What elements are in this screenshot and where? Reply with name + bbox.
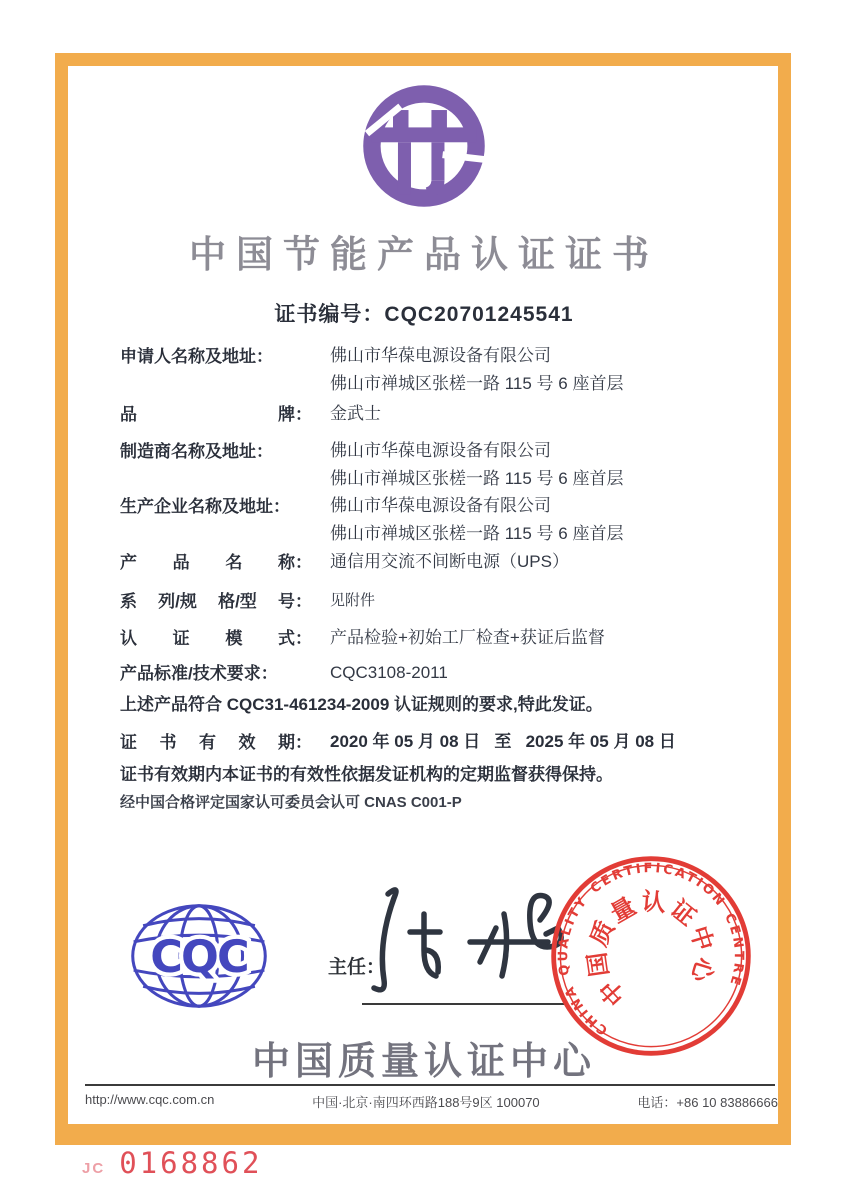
- validity-note: 证书有效期内本证书的有效性依据发证机构的定期监督获得保持。: [120, 765, 613, 784]
- serial-number: [82, 1146, 262, 1180]
- svg-text:CHINA QUALITY CERTIFICATION: [545, 850, 757, 1044]
- certificate-number-line: [0, 298, 848, 328]
- field-value: 佛山市华葆电源设备有限公司 佛山市禅城区张槎一路 115 号 6 座首层: [330, 346, 624, 393]
- energy-saving-logo-icon: [362, 84, 486, 208]
- signature-underline: [362, 1003, 564, 1005]
- field-row-series-model: [120, 587, 375, 613]
- field-label: 系 列/规 格/型 号：: [120, 592, 312, 611]
- serial-digits: 0168862: [119, 1146, 263, 1180]
- serial-prefix: JC: [82, 1160, 106, 1177]
- footer: [85, 1092, 778, 1111]
- certificate-number-value: CQC20701245541: [384, 303, 574, 326]
- director-label: 主任：: [328, 957, 386, 978]
- field-value: 佛山市华葆电源设备有限公司 佛山市禅城区张槎一路 115 号 6 座首层: [330, 441, 624, 488]
- cqc-globe-logo-icon: [128, 900, 270, 1012]
- issuer-name: 中国质量认证中心: [251, 1041, 596, 1083]
- field-label: 证 书 有 效 期：: [120, 733, 312, 752]
- field-value: 通信用交流不间断电源（UPS）: [330, 552, 569, 571]
- footer-address: 中国·北京·南四环西路188号9区 100070: [312, 1095, 540, 1110]
- validity-dates: 2020 年 05 月 08 日 至 2025 年 05 月 08 日: [330, 732, 676, 751]
- field-value: 金武士: [330, 404, 381, 423]
- field-row-brand: [120, 400, 381, 428]
- field-label: 制造商名称及地址：: [120, 442, 273, 461]
- field-label: 认 证 模 式：: [120, 629, 312, 648]
- director-signature-icon: [358, 880, 573, 1008]
- certificate-number-label: 证书编号：: [274, 303, 385, 326]
- field-row-manufacturer: [120, 437, 623, 493]
- field-row-certification-mode: [120, 624, 605, 652]
- field-value: 产品检验+初始工厂检查+获证后监督: [330, 628, 605, 647]
- field-value: CQC3108-2011: [330, 663, 448, 682]
- cqc-logo-text: CQC: [150, 932, 248, 984]
- field-row-product-name: [120, 548, 569, 576]
- field-value: 佛山市华葆电源设备有限公司 佛山市禅城区张槎一路 115 号 6 座首层: [330, 496, 624, 543]
- field-label: 品 牌：: [120, 405, 312, 424]
- field-label: 申请人名称及地址：: [120, 347, 273, 366]
- footer-divider: [85, 1084, 775, 1086]
- field-row-validity: [120, 728, 676, 756]
- accreditation-note: 经中国合格评定国家认可委员会认可 CNAS C001-P: [120, 794, 462, 811]
- field-row-applicant: [120, 342, 623, 398]
- field-label: 产 品 名 称：: [120, 553, 312, 572]
- seal-text-cn: 中国质量认证中心: [582, 887, 720, 1011]
- field-value: 见附件: [330, 592, 376, 609]
- field-label: 生产企业名称及地址：: [120, 497, 290, 516]
- field-row-product-standard: [120, 659, 448, 687]
- field-label: 产品标准/技术要求：: [120, 664, 278, 683]
- seal-text-en: CHINA QUALITY CERTIFICATION CENTRE: [556, 861, 746, 1038]
- footer-website: http://www.cqc.com.cn: [85, 1092, 215, 1107]
- field-row-factory: [120, 492, 623, 548]
- certificate-title: 中国节能产品认证证书: [189, 234, 659, 275]
- conformity-statement: 上述产品符合 CQC31-461234-2009 认证规则的要求,特此发证。: [120, 695, 603, 714]
- footer-phone: 电话：+86 10 83886666: [637, 1095, 778, 1110]
